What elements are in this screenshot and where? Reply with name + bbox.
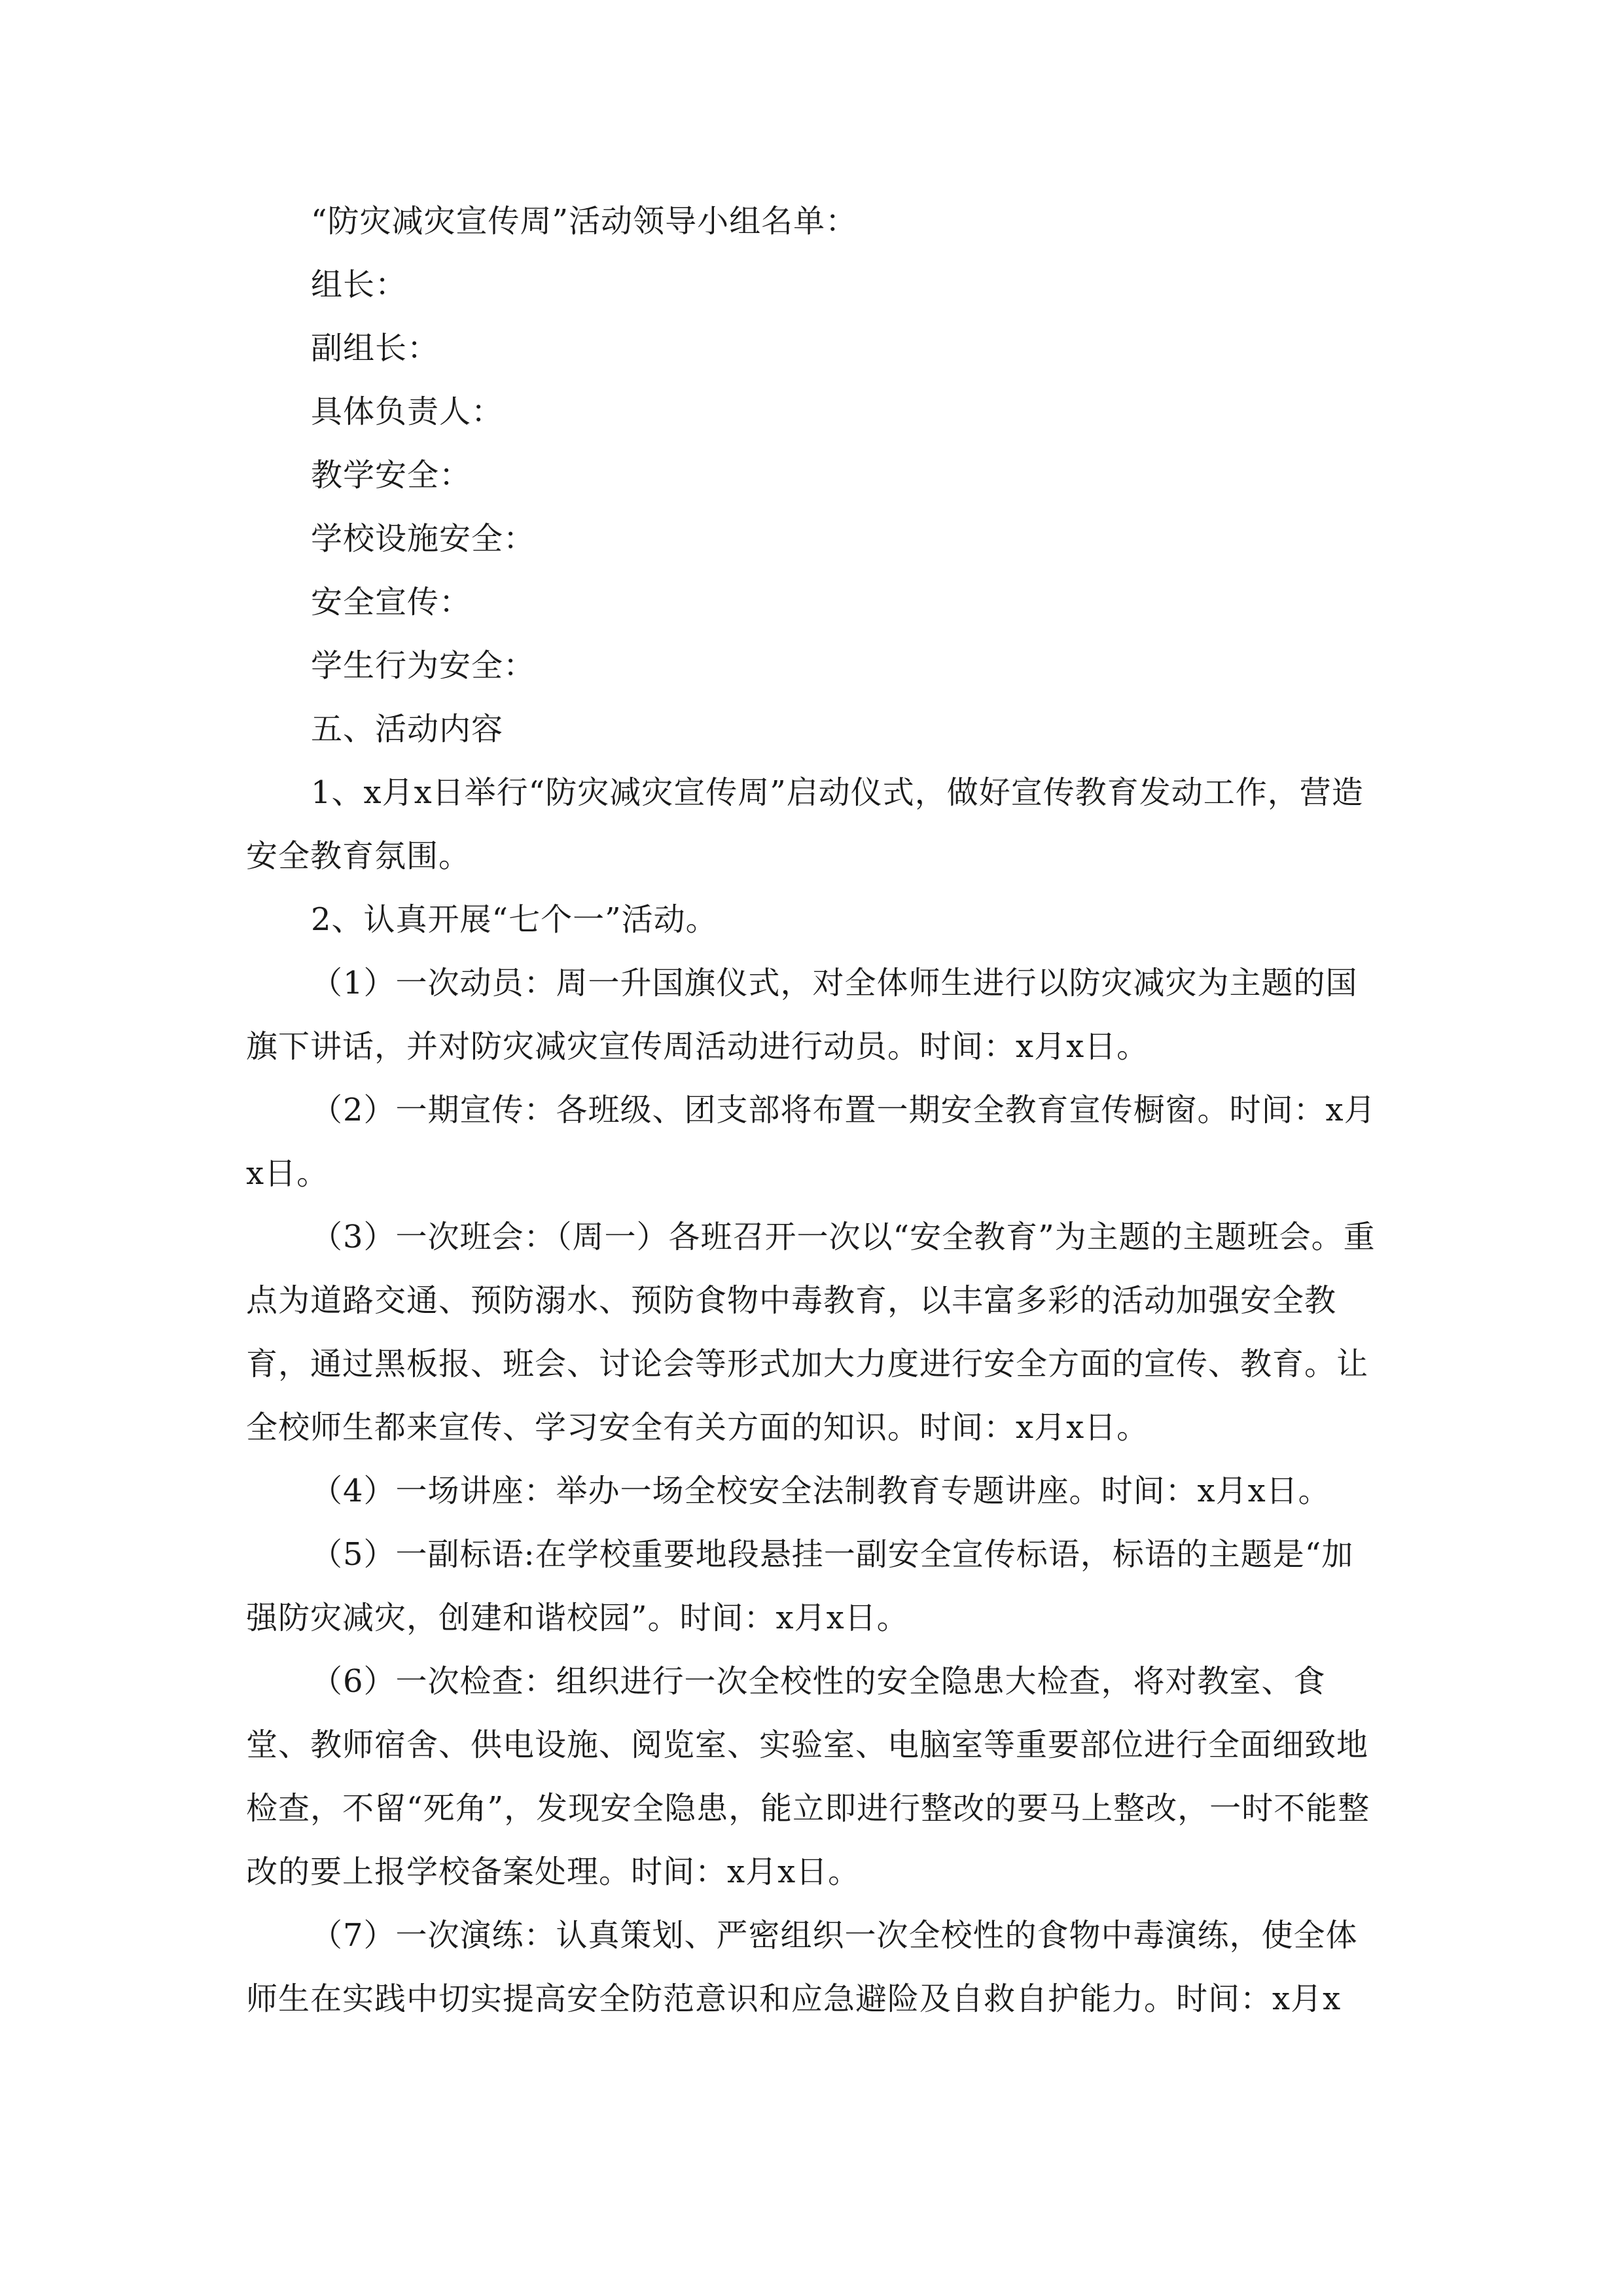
paragraph-publicity: （2）一期宣传：各班级、团支部将布置一期安全教育宣传橱窗。时间：x月x日。 (246, 1092, 1376, 1192)
role-student-behavior-safety: 学生行为安全： (311, 647, 536, 684)
paragraph-launch-ceremony: 1、x月x日举行“防灾减灾宣传周”启动仪式，做好宣传教育发动工作，营造安全教育氛围。 (246, 774, 1364, 874)
paragraph-class-meeting: （3）一次班会：（周一）各班召开一次以“安全教育”为主题的主题班会。重点为道路交通、预防溺水、预防食物中毒教育，以丰富多彩的活动加强安全教育，通过黑板报、班会、讨论会等形式加大力度进行安全方面的宣传、教育。让全校师生都来宣传、学习安全有关方面的知识。时间：x月x日。 (246, 1219, 1376, 1446)
role-facility-safety: 学校设施安全： (311, 520, 536, 557)
paragraph-mobilization: （1）一次动员：周一升国旗仪式，对全体师生进行以防灾减灾为主题的国旗下讲话，并对防灾减灾宣传周活动进行动员。时间：x月x日。 (246, 965, 1358, 1065)
paragraph-slogan: （5）一副标语:在学校重要地段悬挂一副安全宣传标语，标语的主题是“加强防灾减灾，创建和谐校园”。时间：x月x日。 (246, 1536, 1354, 1636)
role-teaching-safety: 教学安全： (311, 457, 472, 493)
paragraph-drill: （7）一次演练：认真策划、严密组织一次全校性的食物中毒演练，使全体师生在实践中切实提高安全防范意识和应急避险及自救自护能力。时间：x月x (246, 1917, 1358, 2017)
role-group-leader: 组长： (311, 266, 408, 303)
role-person-in-charge: 具体负责人： (311, 393, 504, 430)
paragraph-seven-activities: 2、认真开展“七个一”活动。 (311, 901, 718, 938)
role-list (246, 253, 1385, 761)
section-heading: 五、活动内容 (311, 711, 504, 747)
role-deputy-leader: 副组长： (311, 330, 440, 367)
paragraph-lecture: （4）一场讲座：举办一场全校安全法制教育专题讲座。时间：x月x日。 (311, 1473, 1330, 1509)
group-list-intro: “防灾减灾宣传周”活动领导小组名单： (311, 203, 858, 240)
document-page (246, 190, 1385, 2031)
paragraph-inspection: （6）一次检查：组织进行一次全校性的安全隐患大检查，将对教室、食堂、教师宿舍、供电设施、阅览室、实验室、电脑室等重要部位进行全面细致地检查，不留“死角”，发现安全隐患，能立即进行整改的要马上整改，一时不能整改的要上报学校备案处理。时间：x月x日。 (246, 1663, 1370, 1890)
role-safety-publicity: 安全宣传： (311, 584, 472, 620)
